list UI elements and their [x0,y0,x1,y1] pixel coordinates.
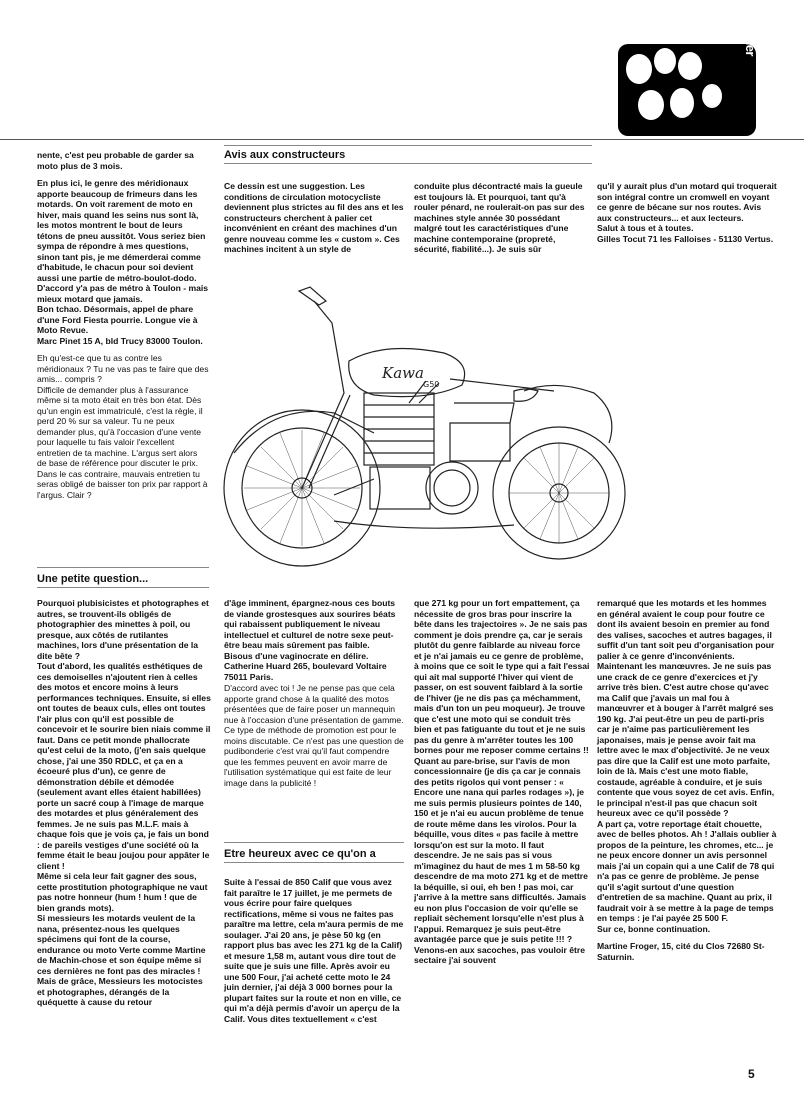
section-heading: Avis aux constructeurs [224,149,346,161]
face-illustration [638,90,664,120]
tank-badge: G50 [423,380,440,389]
letter-text: remarqué que les motards et les hommes en général avaient le coup pour foutre ce dont ils avaient besoin en premier au fond des valises, sacoches et autres bagages, il suffit d'un tant soit peu d'organisation pour palier à ce genre d'inconvénients. Maintenant les manœuvres. Je ne suis pas une crack de ce genre d'exercices et j'y arrive très bien. C'est autre chose qu'avec ma Calif que j'avais un mal fou à manœuvrer et à bouger à l'arrêt malgré ses 190 kg. J'ai peut-être un peu de parti-pris car je n'aime pas particulièrement les japonaises, mais je pense avoir fait ma lettre avec le max d'objectivité. Je ne veux pas dire que la Calif est une moto parfaite, loin de là. Mais c'est une moto fiable, costaude, agréable à conduire, et je suis contente que vous soyez de cet avis. Enfin, le principal n'est-il pas que chacun soit heureux avec ce qu'il possède ? A part ça, votre reportage était chouette, avec de belles photos. Ah ! J'allais oublier à propos de la peinture, les chromes, etc... je ne peux encore donner un avis personnel mais j'ai un copain qui a une Calif de 78 qui n'a pas ce genre de problème. Je pense qu'il s'agit surtout d'une question d'entretien de sa machine. Quant au prix, il faudrait voir à se mettre à la page de temps en temps : je l'ai payée 25 500 F. Sur ce, bonne continuation. [597,598,777,934]
letter-text: d'âge imminent, épargnez-nous ces bouts de viande grostesques aux sourires béats qui rabaissent publiquement le niveau intellectuel et culturel de notre sexe peut-être beau mais sûrement pas faible. Bisous d'une vaginocrate en délire. Catherine Huard 265, boulevard Voltaire 75011 Paris. [224,598,396,682]
section-rule [37,567,209,568]
face-illustration [678,52,702,80]
letter-text: que 271 kg pour un fort empattement, ça nécessite de gros bras pour inscrire la bête dans les trajectoires ». Je ne sais pas comment je dois prendre ça, car je serais plutôt du genre faiblarde au niveau force et je n'ai jamais eu ce genre de problème, à moins que ce soit le type qui a fait l'essai qui ait mal supporté l'hiver qui vient de passer, on est souvent faiblard à la sortie de l'hiver (je ne dis pas ça méchamment, mais d'un ton un peu moqueur). Je trouve que c'est une moto qui se conduit très bien et pas fatiguante du tout et je ne suis pas du genre à m'arrêter toutes les 100 bornes pour me reposer comme certains !! Quant au pare-brise, sur l'avis de mon concessionnaire (je dis ça car je connais des petits rigolos qui vont penser : « Encore une nana qui parles rodages »), je me suis permis plusieurs pointes de 140, 150 et je n'ai eu aucun problème de tenue de route même dans les virolos. Pour la béquille, vous dites « pas facile à mettre lorsqu'on est sur la moto. Il faut descendre. Je ne sais pas si vous m'imaginez du haut de mes 1 m 58-50 kg descendre de ma moto 271 kg et de mettre la béquille, si oui, eh ben ! pas moi, car j'arrive à la mettre sans difficultés. Jamais eu non plus l'occasion de voir qu'elle se repliait sèchement lorsqu'elle n'est plus à l'appui. Remarquez je suis peut-être avantagée parce que je suis petite !!! ? Venons-en aux sacoches, pas vouloir être sectaire j'ai souvent [414,598,590,965]
letter-text: Pourquoi plubisicistes et photographes et autres, se trouvent-ils obligés de photographier des minettes à poil, ou presque, aux côtés de rutilantes machines, lors d'une présentation de la dite bête ? Tout d'abord, les qualités esthétiques de ces demoiselles n'ajoutent rien à celles des motos et encore moins à leurs performances techniques. Ensuite, si elles ont toutes de beaux culs, elles ont toutes l'air plus con qu'il est possible de concevoir et le sourire bien niais comme il faut. Dans ce petit monde phallocrate qu'est celui de la moto, (j'en sais quelque chose, j'ai une 350 RDLC, et ça en a écoeuré plus d'un), ce genre de démonstration débile et démodée (seulement avant elles étaient habillées) porte un sacré coup à l'image de marque des motardes et plus généralement des femmes. Je ne suis pas M.L.F. mais à chaque fois que je vois ça, je fais un bond : de pareils vestiges d'une société où la femme était le beau joujou pour appâter le client ! Même si cela leur fait gagner des sous, cette prostitution photographique ne vaut pas notre honneur (hum ! hum ! que de bien grands mots). Si messieurs les motards veulent de la nana, présentez-nous les quelques spécimens qui font de la course, endurance ou moto Verte comme Martine de Machin-chose et son équipe même si ces dernières ne font pas des miracles ! Mais de grâce, Messieurs les motocistes et photographes, dérangés de la quéquette à cause du retour [37,598,211,1007]
logo-word: courrier [743,10,758,56]
face-illustration [626,54,652,84]
letter-signature: Martine Froger, 15, cité du Clos 72680 St-Saturnin. [597,941,765,962]
editor-reply: Eh qu'est-ce que tu as contre les méridionaux ? Tu ne vas pas te faire que des amis... compris ? Difficile de demander plus à l'assurance même si ta moto était en très bon état. Dès qu'un engin est immatriculé, c'est la règle, il perd 20 % sur sa valeur. Tu ne peux demander plus, qu'à l'occasion d'une vente pour laquelle tu fais valoir l'excellent entretien de ta machine. L'argus sert alors de base de référence pour discuter le prix. Dans le cas contraire, mauvais entretien tu seras obligé de baisser ton prix par rapport à l'argus. Clair ? [37,353,209,500]
letter-text: conduite plus décontracté mais la gueule est toujours là. Et pourquoi, tant qu'à rouler pénard, ne roulerait-on pas sur des machines style année 30 possédant malgré tout les caractéristiques d'une machine contemporaine (propreté, sécurité, fiabilité...). Je suis sûr [414,181,585,254]
section-rule [224,842,404,843]
editor-reply: D'accord avec toi ! Je ne pense pas que cela apporte grand chose à la qualité des motos présentées que de faire poser un mannequin nue à l'occasion d'une présentation de gamme. Ce type de méthode de promotion est pour le moins discutable. Ce n'est pas une question de pudibonderie c'est vrai qu'il faut compendre que les femmes peuvent en avoir marre de l'utilisation systématique qui est faite de leur image dans la publicité ! [224,683,404,788]
header-rule [0,139,804,140]
col1-top [37,150,209,500]
courrier-logo [618,10,758,136]
section-rule [224,862,404,863]
section-heading: Une petite question... [37,573,149,585]
section-rule [37,587,209,588]
motorcycle-drawing [214,283,624,593]
section-rule [224,145,592,146]
section-rule [224,163,592,164]
section-heading: Etre heureux avec ce qu'on a [224,848,376,860]
face-illustration [670,88,694,118]
letter-text: Ce dessin est une suggestion. Les conditions de circulation motocycliste deviennent plus strictes au fil des ans et les constructeurs cherchent à palier cet inconvénient en créant des machines d'un genre nouveau comme les « custom ». Ces machines incitent à un style de [224,181,404,254]
face-illustration [654,48,676,74]
letter-text: Suite à l'essai de 850 Calif que vous avez fait paraître le 17 juillet, je me permets de vous écrire pour faire quelques rectifications, même si vous ne faites pas paraître ma lettre, cela m'aura permis de me soulager. J'ai 20 ans, je pèse 50 kg (en rapport plus bas avec les 271 kg de la Calif) et mesure 1,58 m, autant vous dire tout de suite que je suis une fille. Après avoir eu une 500 Four, j'ai acheté cette moto le 24 juin dernier, j'ai déjà 3 000 bornes pour la plupart faites sur la route et non en ville, ce qui m'a déjà permis d'avoir un aperçu de la Calif. Vous dites textuellement « c'est [224,877,404,1024]
col4-bottom [597,598,777,962]
page-number: 5 [748,1067,755,1081]
letter-text: nente, c'est peu probable de garder sa moto plus de 3 mois. [37,150,194,171]
face-illustration [702,84,722,108]
letter-text: qu'il y aurait plus d'un motard qui troquerait son intégral contre un cromwell en voyant ce genre de bécane sur nos routes. Avis aux constructeurs... et aux lecteurs. Salut à tous et à toutes. Gilles Tocut 71 les Falloises - 51130 Vertus. [597,181,777,244]
letter-text: En plus ici, le genre des méridionaux apporte beaucoup de frimeurs dans les motards. On voit rarement de moto en hiver, mais quand les seins nus sont là, les motos montrent le bout de leurs tétons de pneu aussitôt. Vous seriez bien sympa de répondre à mes questions, sinon tant pis, je me démerderai comme d'habitude, le chacun pour soi devient aussi une partie de métro-boulot-dodo. D'accord y'a pas de métro à Toulon - mais mieux motard que jamais. Bon tchao. Désormais, appel de phare d'une Ford Fiesta pourrie. Longue vie à Moto Revue. Marc Pinet 15 A, bld Trucy 83000 Toulon. [37,178,209,346]
tank-lettering: Kawa [382,364,424,382]
